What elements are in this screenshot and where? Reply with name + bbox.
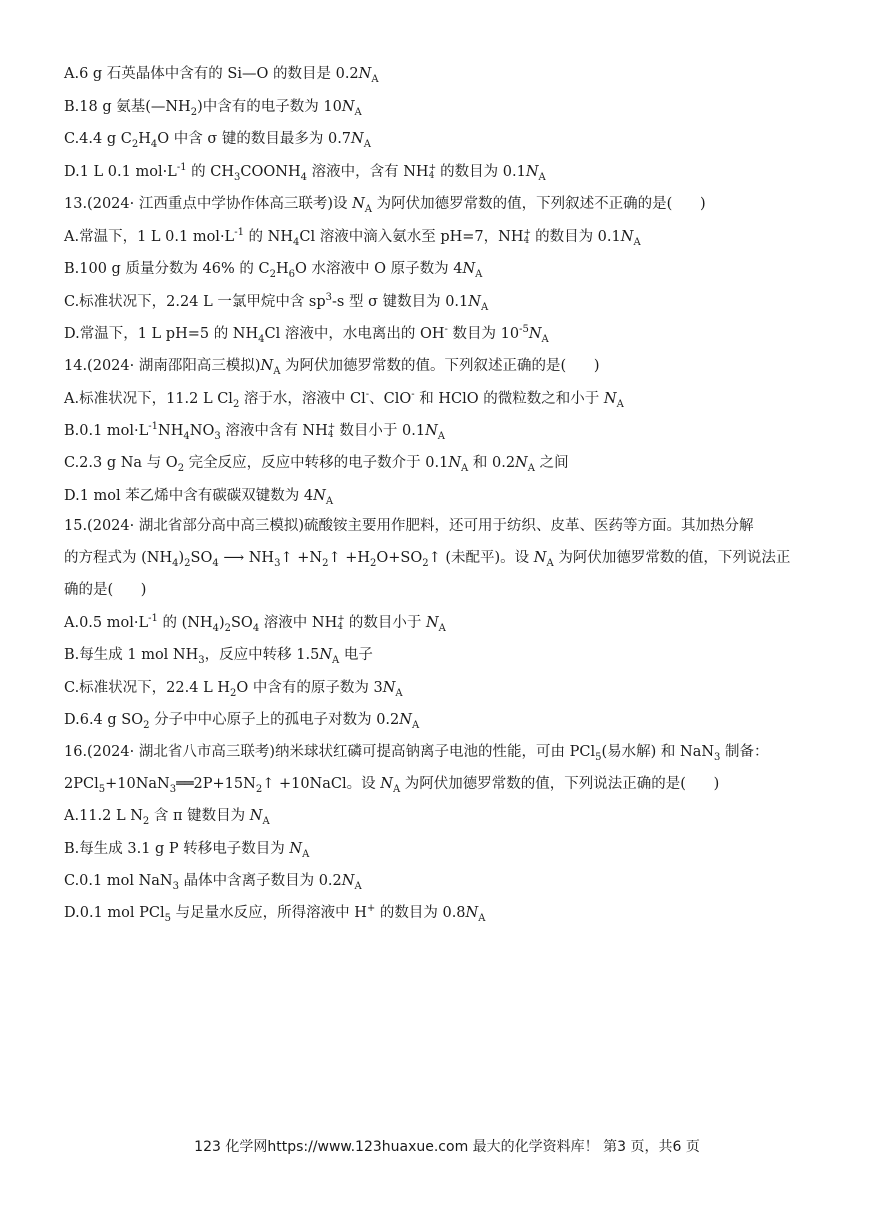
text-line: A.11.2 L $N_2$ 含 π 键数目为 $N_A$ bbox=[64, 808, 270, 827]
text-line: A.常温下，1 L 0.1 $mol\cdot L^{-1}$ 的 $NH_4Cl$ 溶液中滴入氨水至 pH=7，NH + 4 的数目为 $0.1N_A$ bbox=[64, 227, 641, 248]
text-line: C.标准状况下，2.24 L 一氯甲烷中含 $sp^3-s$ 型 σ 键数目为 $0.1N_A$ bbox=[64, 292, 489, 313]
text-line: B.18 g 氨基$(—NH_2)$中含有的电子数为 $10N_A$ bbox=[64, 99, 362, 118]
text-line: B.100 g 质量分数为 46% 的 $C_2H_6O$ 水溶液中 O 原子数为 $4N_A$ bbox=[64, 261, 483, 280]
text-line: D.6.4 g $SO_2$ 分子中中心原子上的孤电子对数为 $0.2N_A$ bbox=[64, 712, 420, 731]
page-footer: 123 化学网https://www.123huaxue.com 最大的化学资料库！ 第3 页，共6 页 bbox=[194, 1139, 700, 1155]
text-line: B.每生成 3.1 g P 转移电子数目为 $N_A$ bbox=[64, 841, 310, 860]
text-line: C.标准状况下，22.4 L $H_2O$ 中含有的原子数为 $3N_A$ bbox=[64, 680, 403, 699]
text-line: 13.(2024· 江西重点中学协作体高三联考)设 $N_A$ 为阿伏加德罗常数的值，下列叙述不正确的是( ) bbox=[64, 196, 706, 215]
text-line: 16.(2024· 湖北省八市高三联考)纳米球状红磷可提高钠离子电池的性能，可由 PCl$_5$(易水解) 和 NaN$_3$ 制备： bbox=[64, 744, 769, 763]
text-line: A.6 g 石英晶体中含有的 Si—O 的数目是 $0.2N_A$ bbox=[64, 66, 379, 85]
text-line: 15.(2024· 湖北省部分高中高三模拟)硫酸铵主要用作肥料，还可用于纺织、皮革、医药等方面。其加热分解 bbox=[64, 518, 754, 534]
text-line: D.1 mol 苯乙烯中含有碳碳双键数为 $4N_A$ bbox=[64, 488, 334, 507]
text-line: 14.(2024· 湖南邵阳高三模拟)$N_A$ 为阿伏加德罗常数的值。下列叙述正确的是( ) bbox=[64, 358, 600, 377]
text-line: B.0.1 $mol\cdot L^{-1}NH_4NO_3$ 溶液中含有 NH + 4 数目小于 $0.1N_A$ bbox=[64, 421, 445, 442]
text-line: B.每生成 1 mol $NH_3$，反应中转移 $1.5N_A$ 电子 bbox=[64, 647, 373, 666]
text-line: D.常温下，1 L pH=5 的 $NH_4Cl$ 溶液中，水电离出的 OH- 数目为 $10^{-5}N_A$ bbox=[64, 324, 549, 345]
text-line: D.1 L 0.1 $mol\cdot L^{-1}$ 的 $CH_3COONH_4$ 溶液中，含有 NH + 4 的数目为 $0.1N_A$ bbox=[64, 162, 546, 183]
text-line: D.0.1 mol PCl$_5$ 与足量水反应，所得溶液中 H+ 的数目为 $0.8N_A$ bbox=[64, 903, 486, 924]
text-line: A.0.5 $mol\cdot L^{-1}$ 的 $(NH_4)_2SO_4$ 溶液中 NH + 4 的数目小于 $N_A$ bbox=[64, 613, 446, 634]
text-line: 的方程式为 $(NH_4)_2SO_4$ ⟶ $NH_3↑$ $+N_2↑$ $+H_2O+SO_2↑$ (未配平)。设 $N_A$ 为阿伏加德罗常数的值，下列说法正 bbox=[64, 550, 791, 569]
text-line: C.4.4 g $C_2H_4O$ 中含 σ 键的数目最多为 $0.7N_A$ bbox=[64, 131, 371, 150]
text-line: $2PCl_5+10NaN_3══2P+15N_2↑$ +10NaCl。设 $N_A$ 为阿伏加德罗常数的值，下列说法正确的是( ) bbox=[64, 776, 720, 795]
text-line: C.2.3 g Na 与 $O_2$ 完全反应，反应中转移的电子数介于 $0.1N_A$ 和 $0.2N_A$ 之间 bbox=[64, 455, 569, 474]
text-line: 确的是( ) bbox=[64, 582, 147, 598]
text-line: A.标准状况下，11.2 L $Cl_2$ 溶于水，溶液中 Cl-、ClO- 和 HClO 的微粒数之和小于 $N_A$ bbox=[64, 389, 624, 410]
text-line: C.0.1 mol NaN$_3$ 晶体中含离子数目为 $0.2N_A$ bbox=[64, 873, 362, 892]
